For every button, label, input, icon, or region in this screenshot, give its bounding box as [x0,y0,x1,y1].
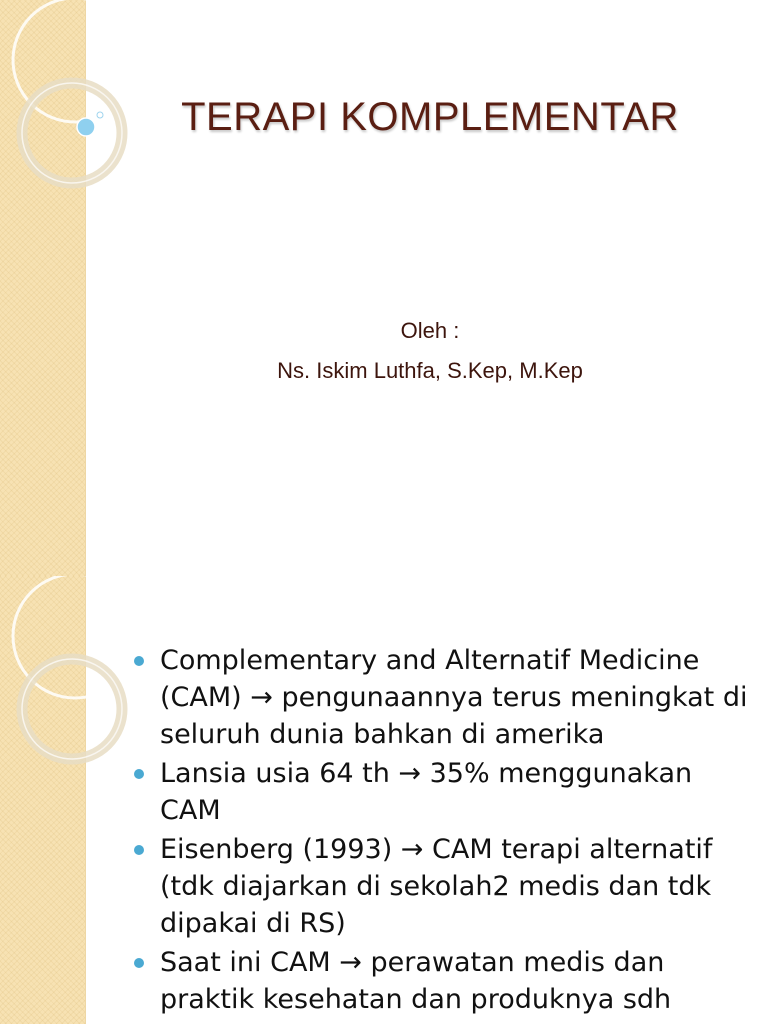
content-slide [0,576,768,1024]
author-name: Ns. Iskim Luthfa, S.Kep, M.Kep [277,358,583,383]
bullet-icon [134,656,144,666]
slide-title: TERAPI KOMPLEMENTAR [181,95,679,139]
author-label: Oleh : [400,318,460,343]
bullet-text: Complementary and Alternatif Medicine (CAM) → pengunaannya terus meningkat di seluruh dunia bahkan di amerika [160,645,748,750]
list-item [130,642,760,753]
list-item [130,755,760,829]
bullet-text: Saat ini CAM → perawatan medis dan praktik kesehatan dan produknya sdh [160,947,672,1015]
bullet-icon [134,845,144,855]
bullet-icon [134,958,144,968]
bullet-text: Eisenberg (1993) → CAM terapi alternatif (tdk diajarkan di sekolah2 medis dan tdk dipakai di RS) [160,834,713,939]
bullet-icon [134,769,144,779]
bullet-text: Lansia usia 64 th → 35% menggunakan CAM [160,758,693,826]
bullet-list [130,642,760,1020]
list-item [130,944,760,1018]
circle-ornament-icon [0,576,130,776]
list-item [130,831,760,942]
